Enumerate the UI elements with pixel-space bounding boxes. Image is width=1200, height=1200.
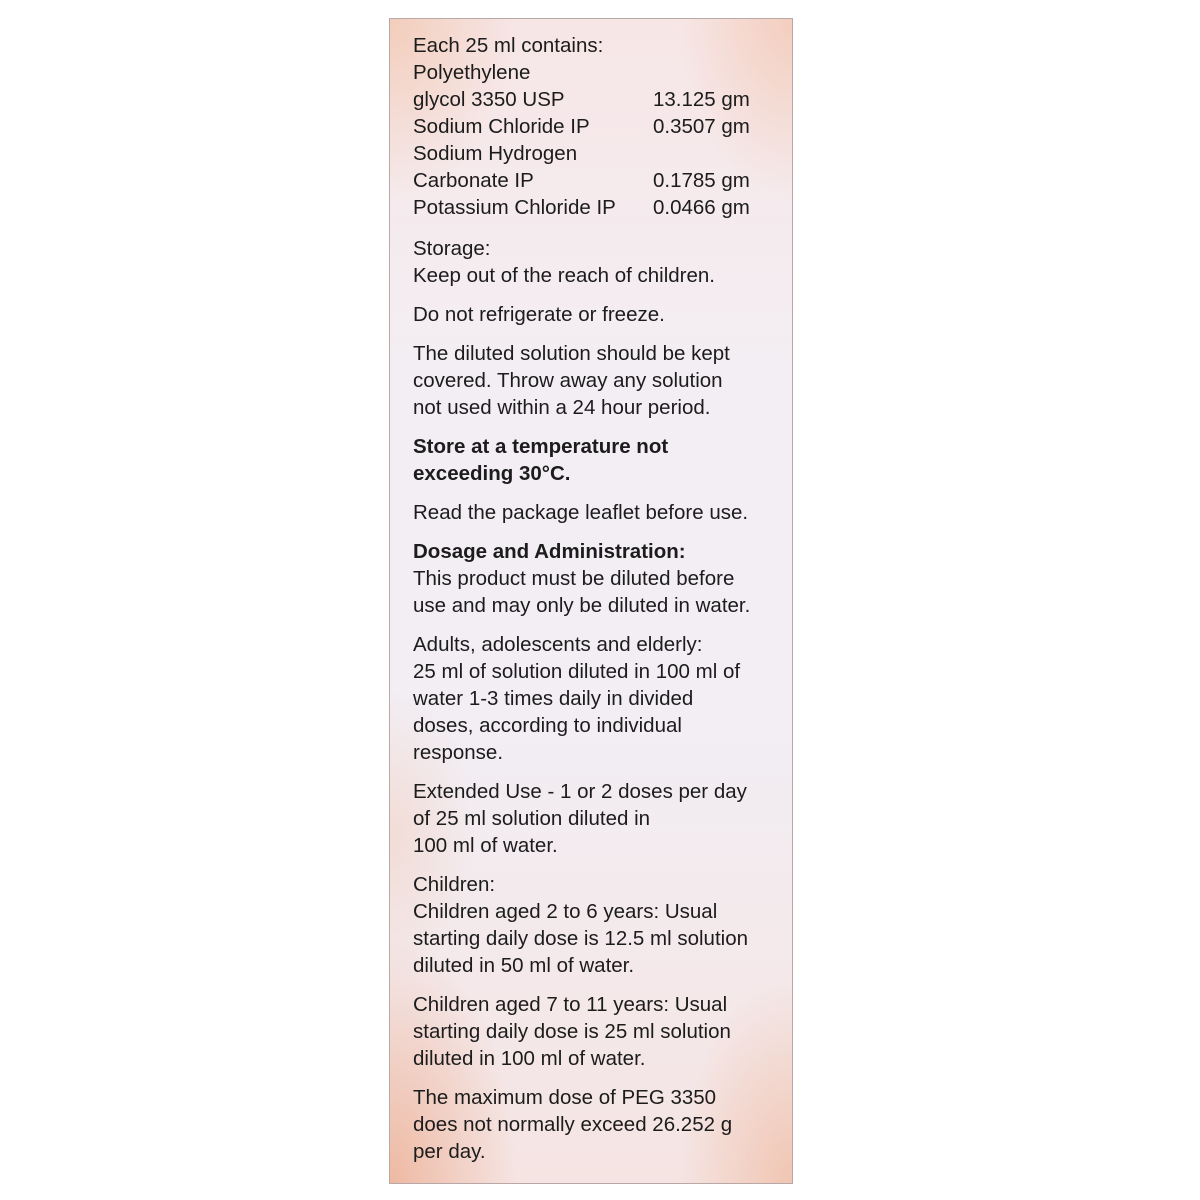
- dosage-children-2-6-line-2: starting daily dose is 12.5 ml solution: [413, 927, 749, 950]
- dosage-adults-line-4: doses, according to individual: [413, 714, 682, 737]
- composition-heading: Each 25 ml contains:: [413, 34, 604, 57]
- storage-heading: Storage:: [413, 237, 491, 260]
- storage-temp-line-1: Store at a temperature not: [413, 435, 669, 458]
- dosage-adults-line-3: water 1-3 times daily in divided: [413, 687, 694, 710]
- storage-diluted-line-2: covered. Throw away any solution: [413, 369, 723, 392]
- composition-item-2: [413, 113, 783, 140]
- composition-item-2-name: Sodium Chloride IP: [413, 115, 590, 138]
- composition-item-1-amount: 13.125 gm: [653, 88, 750, 111]
- composition-item-2-amount: 0.3507 gm: [653, 115, 750, 138]
- composition-item-1: [413, 86, 783, 113]
- package-text-content: [413, 32, 783, 1165]
- storage-no-freeze: Do not refrigerate or freeze.: [413, 303, 665, 326]
- composition-item-3-amount: 0.1785 gm: [653, 169, 750, 192]
- read-leaflet-note: Read the package leaflet before use.: [413, 501, 749, 524]
- dosage-max-line-2: does not normally exceed 26.252 g: [413, 1113, 733, 1136]
- composition-item-4-name: Potassium Chloride IP: [413, 196, 616, 219]
- dosage-children-heading: Children:: [413, 873, 496, 896]
- dosage-children-7-11-line-2: starting daily dose is 25 ml solution: [413, 1020, 731, 1043]
- dosage-extended-line-3: 100 ml of water.: [413, 834, 558, 857]
- dosage-max-line-1: The maximum dose of PEG 3350: [413, 1086, 717, 1109]
- dosage-extended-line-1: Extended Use - 1 or 2 doses per day: [413, 780, 747, 803]
- dosage-children-7-11-line-3: diluted in 100 ml of water.: [413, 1047, 646, 1070]
- composition-item-1-name-line-1: Polyethylene: [413, 61, 531, 84]
- dosage-children-2-6-line-3: diluted in 50 ml of water.: [413, 954, 635, 977]
- composition-item-4: [413, 194, 783, 221]
- composition-item-4-amount: 0.0466 gm: [653, 196, 750, 219]
- dosage-children-2-6-line-1: Children aged 2 to 6 years: Usual: [413, 900, 718, 923]
- storage-diluted-line-1: The diluted solution should be kept: [413, 342, 730, 365]
- dosage-heading: Dosage and Administration:: [413, 540, 686, 563]
- dosage-adults-line-5: response.: [413, 741, 504, 764]
- storage-temp-line-2: exceeding 30°C.: [413, 462, 571, 485]
- dosage-children-7-11-line-1: Children aged 7 to 11 years: Usual: [413, 993, 728, 1016]
- dosage-intro-line-1: This product must be diluted before: [413, 567, 735, 590]
- storage-diluted-line-3: not used within a 24 hour period.: [413, 396, 711, 419]
- dosage-adults-line-2: 25 ml of solution diluted in 100 ml of: [413, 660, 741, 683]
- composition-item-1-name-line-2: glycol 3350 USP: [413, 88, 565, 111]
- composition-item-3-name-line-1: Sodium Hydrogen: [413, 142, 578, 165]
- composition-item-3: [413, 167, 783, 194]
- dosage-intro-line-2: use and may only be diluted in water.: [413, 594, 751, 617]
- composition-item-3-name-line-2: Carbonate IP: [413, 169, 534, 192]
- package-text-panel: [389, 18, 793, 1184]
- dosage-adults-line-1: Adults, adolescents and elderly:: [413, 633, 703, 656]
- storage-children-warning: Keep out of the reach of children.: [413, 264, 716, 287]
- dosage-extended-line-2: of 25 ml solution diluted in: [413, 807, 651, 830]
- dosage-max-line-3: per day.: [413, 1140, 486, 1163]
